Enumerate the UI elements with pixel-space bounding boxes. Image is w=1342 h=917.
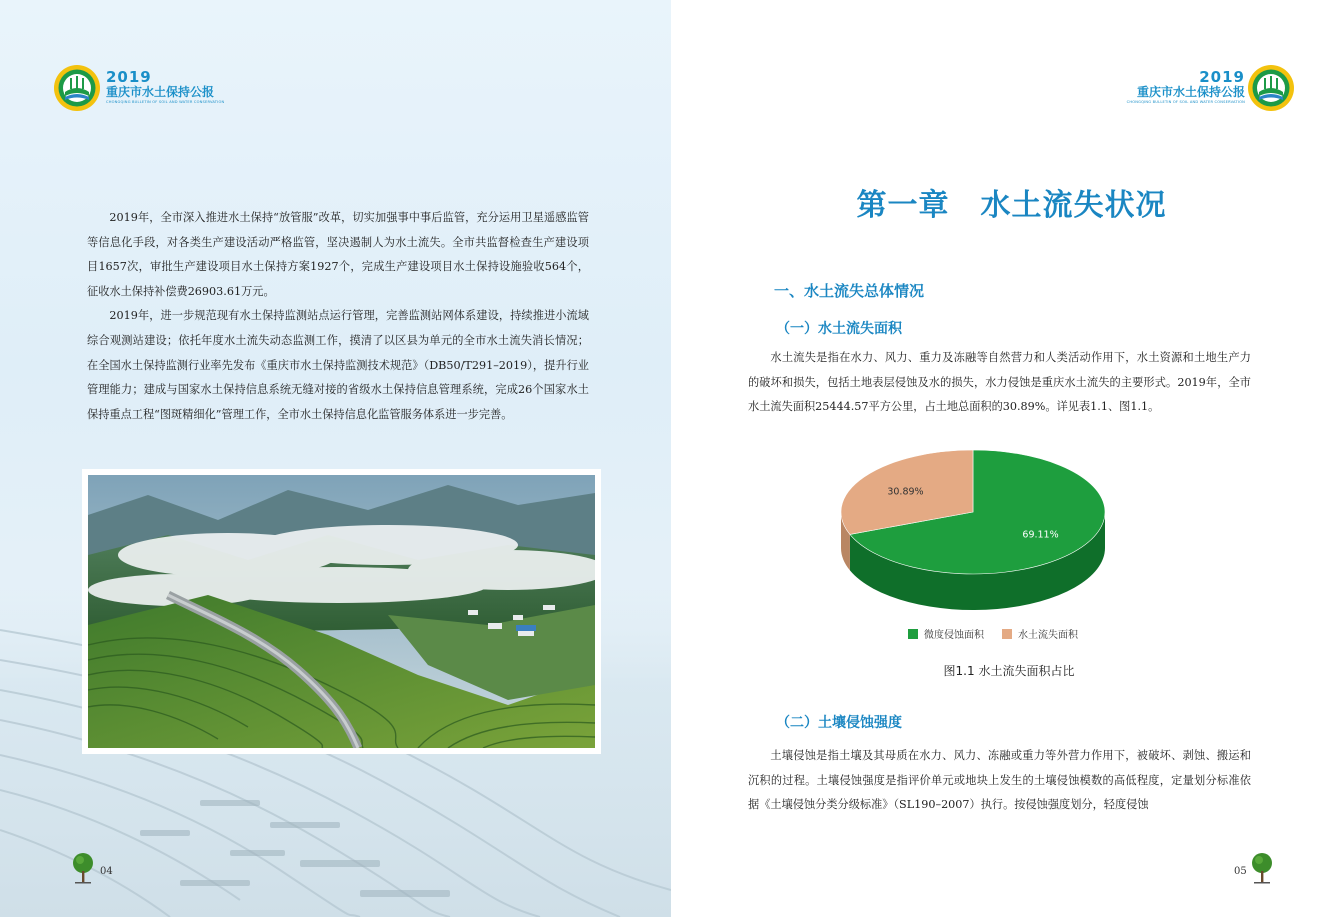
logo-emblem-icon <box>1247 64 1295 112</box>
header-title-right: 重庆市水土保持公报 <box>1136 85 1245 99</box>
logo-emblem-icon <box>53 64 101 112</box>
tree-icon <box>1251 852 1273 884</box>
header-brand-right <box>1121 70 1245 105</box>
legend-item-1 <box>908 626 984 641</box>
subsection-1-title: （一）水土流失面积 <box>776 321 902 337</box>
section-title: 一、水土流失总体情况 <box>774 282 925 300</box>
left-paragraph-1: 2019年，全市深入推进水土保持“放管服”改革，切实加强事中事后监管，充分运用卫星遥感监管等信息化手段，对各类生产建设活动严格监管，坚决遏制人为水土流失。全市共监督检查生产建设项目1657次，审批生产建设项目水土保持方案1927个，完成生产建设项目水土保持设施验收564个，征收水土保持补偿费26903.61万元。 <box>87 211 589 298</box>
header-subtitle-right: CHONGQING BULLETIN OF SOIL AND WATER CONSERVATION <box>1126 100 1245 104</box>
subsection-2-text <box>748 744 1251 818</box>
tree-icon <box>72 852 94 884</box>
page-number-right: 05 <box>1234 866 1247 877</box>
pie-chart <box>841 440 1141 610</box>
subsection-1-text <box>748 346 1251 420</box>
tea-terrace-photo <box>88 475 595 748</box>
chapter-title: 第一章 水土流失状况 <box>856 188 1167 223</box>
chart-legend <box>908 626 1078 641</box>
header-year: 2019 <box>106 68 152 86</box>
header-title: 重庆市水土保持公报 <box>106 85 215 99</box>
figure-caption: 图1.1 水土流失面积占比 <box>943 664 1075 678</box>
legend-swatch-2 <box>1002 629 1012 639</box>
landscape-photo-frame <box>82 469 601 754</box>
subsection-1-paragraph: 水土流失是指在水力、风力、重力及冻融等自然营力和人类活动作用下，水土资源和土地生产力的破坏和损失，包括土地表层侵蚀及水的损失，水力侵蚀是重庆水土流失的主要形式。2019年，全市水土流失面积25444.57平方公里，占土地总面积的30.89%。详见表1.1、图1.1。 <box>748 351 1251 414</box>
left-body-text <box>87 206 589 427</box>
header-subtitle: CHONGQING BULLETIN OF SOIL AND WATER CONSERVATION <box>106 100 225 104</box>
page-number-left: 04 <box>100 866 113 877</box>
left-paragraph-2: 2019年，进一步规范现有水土保持监测站点运行管理，完善监测站网体系建设，持续推进小流域综合观测站建设；依托年度水土流失动态监测工作，摸清了以区县为单元的全市水土流失消长情况；在全国水土保持监测行业率先发布《重庆市水土保持监测技术规范》（DB50/T291–2019），提升行业管理能力；建成与国家水土保持信息系统无缝对接的省级水土保持信息管理系统，完成26个国家水土保持重点工程“图斑精细化”管理工作，全市水土保持信息化监管服务体系进一步完善。 <box>87 309 589 421</box>
right-page <box>671 0 1342 917</box>
legend-swatch-1 <box>908 629 918 639</box>
subsection-2-paragraph: 土壤侵蚀是指土壤及其母质在水力、风力、冻融或重力等外营力作用下，被破坏、剥蚀、搬运和沉积的过程。土壤侵蚀强度是指评价单元或地块上发生的土壤侵蚀模数的高低程度，定量划分标准依据《土壤侵蚀分类分级标准》（SL190–2007）执行。按侵蚀强度划分，轻度侵蚀 <box>748 749 1251 812</box>
pie-data-label-2: 30.89% <box>887 486 924 498</box>
subsection-2-title: （二）土壤侵蚀强度 <box>776 715 902 731</box>
legend-item-2 <box>1002 626 1078 641</box>
header-year-right: 2019 <box>1199 68 1245 86</box>
legend-label-1: 微度侵蚀面积 <box>924 630 984 641</box>
pie-data-label-1: 69.11% <box>1022 529 1059 541</box>
header-brand <box>106 70 224 105</box>
legend-label-2: 水土流失面积 <box>1018 630 1078 641</box>
